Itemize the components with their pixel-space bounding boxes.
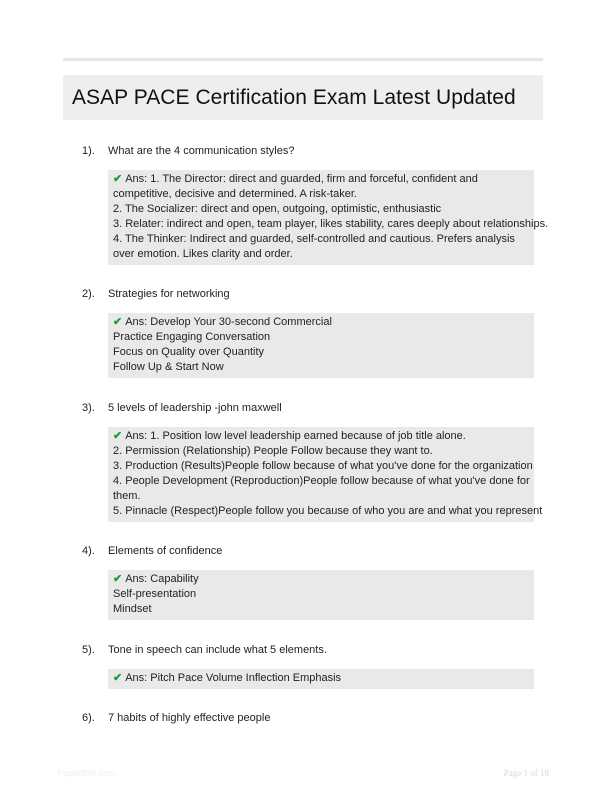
- answer-prefix: Ans:: [125, 316, 151, 328]
- answer-prefix: Ans:: [125, 173, 151, 185]
- answer-line: 5. Pinnacle (Respect)People follow you because of who you are and what you represent: [113, 505, 543, 517]
- answer-prefix: Ans:: [125, 573, 151, 585]
- answer-line: 4. People Development (Reproduction)People follow because of what you've done for them.: [113, 475, 530, 502]
- answer-line: [113, 315, 530, 330]
- check-icon: ✔: [113, 316, 123, 328]
- page-number: Page 1 of 18: [503, 768, 549, 778]
- question-text: 7 habits of highly effective people: [108, 712, 271, 724]
- answer-line: [113, 671, 530, 686]
- answer-line: [113, 429, 530, 444]
- question-number: 4).: [82, 545, 95, 557]
- answer-text: Pitch Pace Volume Inflection Emphasis: [150, 672, 342, 684]
- answer-line: [113, 172, 530, 202]
- answer-line: 3. Production (Results)People follow because of what you've done for the organization: [113, 460, 533, 472]
- question-number: 5).: [82, 644, 95, 656]
- answer-line: 2. The Socializer: direct and open, outgoing, optimistic, enthusiastic: [113, 203, 442, 215]
- answer-line: Practice Engaging Conversation: [113, 331, 271, 343]
- answer-text: 1. Position low level leadership earned because of job title alone.: [150, 430, 466, 442]
- top-divider: [63, 58, 543, 61]
- answer-text: 1. The Director: direct and guarded, firm and forceful, confident and competitive, decisive and determined. A risk-taker.: [113, 173, 478, 200]
- answer-box: [108, 170, 549, 265]
- answer-line: 3. Relater: indirect and open, team player, likes stability, cares deeply about relationships.: [113, 218, 549, 230]
- question-number: 1).: [82, 145, 95, 157]
- answer-prefix: Ans:: [125, 672, 151, 684]
- answer-line: 4. The Thinker: Indirect and guarded, self-controlled and cautious. Prefers analysis over emotion. Likes clarity and order.: [113, 233, 515, 260]
- footer-site-watermark: PaperBibl.com: [57, 768, 116, 778]
- question-number: 2).: [82, 288, 95, 300]
- answer-line: 2. Permission (Relationship) People Follow because they want to.: [113, 445, 433, 457]
- check-icon: ✔: [113, 430, 123, 442]
- check-icon: ✔: [113, 173, 123, 185]
- title-banner: [63, 75, 543, 120]
- answer-box: [108, 669, 534, 689]
- question-text: Strategies for networking: [108, 288, 230, 300]
- answer-line: Mindset: [113, 603, 152, 615]
- answer-line: [113, 572, 530, 587]
- answer-box: [108, 313, 534, 378]
- answer-line: Self-presentation: [113, 588, 197, 600]
- question-text: 5 levels of leadership -john maxwell: [108, 402, 282, 414]
- answer-line: Follow Up & Start Now: [113, 361, 224, 373]
- question-text: What are the 4 communication styles?: [108, 145, 295, 157]
- question-text: Elements of confidence: [108, 545, 223, 557]
- answer-box: [108, 570, 534, 620]
- answer-box: [108, 427, 543, 522]
- question-number: 3).: [82, 402, 95, 414]
- answer-prefix: Ans:: [125, 430, 151, 442]
- check-icon: ✔: [113, 672, 123, 684]
- answer-line: Focus on Quality over Quantity: [113, 346, 265, 358]
- check-icon: ✔: [113, 573, 123, 585]
- answer-text: Develop Your 30-second Commercial: [150, 316, 332, 328]
- answer-text: Capability: [150, 573, 199, 585]
- question-text: Tone in speech can include what 5 elements.: [108, 644, 327, 656]
- document-title: ASAP PACE Certification Exam Latest Updated: [72, 86, 516, 109]
- question-number: 6).: [82, 712, 95, 724]
